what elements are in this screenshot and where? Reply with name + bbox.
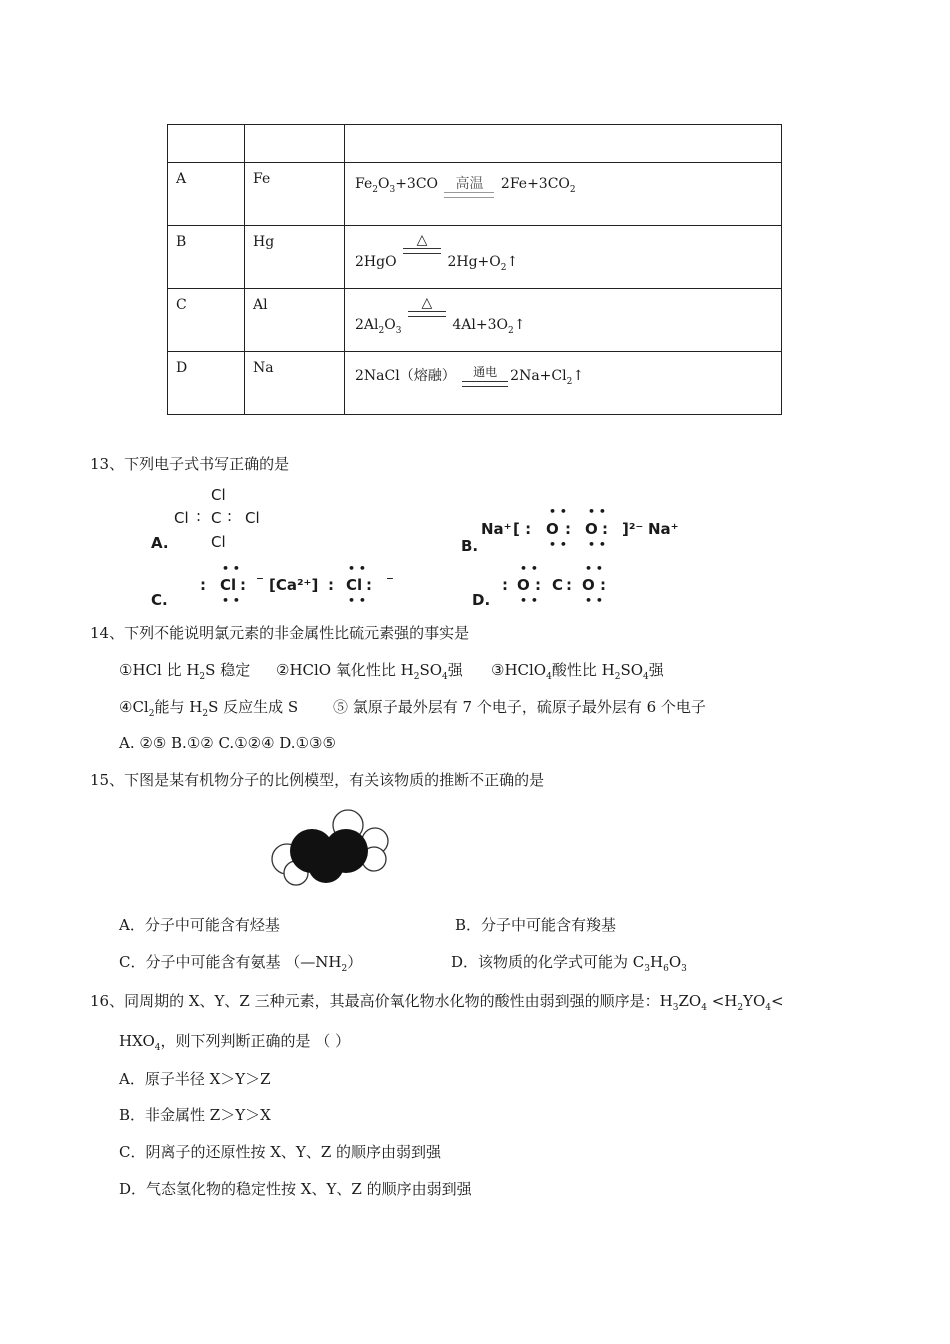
equation: 2NaCl（熔融） 通电 $2Na+Cl_2↑$ bbox=[355, 365, 585, 387]
reaction-table bbox=[167, 124, 782, 415]
option-cell: C bbox=[168, 289, 245, 352]
equation-cell bbox=[345, 352, 782, 415]
table-row bbox=[168, 163, 782, 226]
question-14-choices: A. ②⑤ B.①② C.①②④ D.①③⑤ bbox=[119, 734, 336, 752]
metal-cell: Al bbox=[245, 289, 345, 352]
option-cell: D bbox=[168, 352, 245, 415]
statement-5: ⑤ 氯原子最外层有 7 个电子，硫原子最外层有 6 个电子 bbox=[333, 698, 706, 716]
option-a: A．分子中可能含有烃基 bbox=[119, 916, 280, 934]
option-cell: A bbox=[168, 163, 245, 226]
equation: $Fe_2O_3+3CO$ 高温 $2Fe+3CO_2$ bbox=[355, 175, 576, 195]
option-cell: B bbox=[168, 226, 245, 289]
option-b: B．分子中可能含有羧基 bbox=[455, 916, 617, 934]
option-d: D．气态氢化物的稳定性按 X、Y、Z 的顺序由弱到强 bbox=[119, 1180, 472, 1198]
reaction-condition: △ bbox=[403, 254, 441, 268]
question-15-stem: 15、下图是某有机物分子的比例模型，有关该物质的推断不正确的是 bbox=[90, 771, 545, 789]
option-c-label: C. bbox=[151, 591, 168, 609]
equation: $2Al_2O_3$ △ $4Al+3O_2↑$ bbox=[355, 295, 526, 336]
molecule-model-image bbox=[268, 807, 393, 889]
option-d-label: D. bbox=[472, 591, 491, 609]
table-row bbox=[168, 226, 782, 289]
table-header-row bbox=[168, 125, 782, 163]
equation-cell bbox=[345, 289, 782, 352]
question-16-stem-cont: $HXO_4$，则下列判断正确的是 （ ） bbox=[119, 1032, 351, 1053]
table-row bbox=[168, 289, 782, 352]
option-a-label: A. bbox=[151, 534, 169, 552]
page: A Fe $Fe_2O_3+3CO$ 高温 $2Fe+3CO_2$ B Hg 2HgO △ $2Hg+O_2↑$ C Al $2Al_2O_3$ △ $4Al+3O_2↑$ D Na 2NaCl（熔融） 通电 $2Na+Cl_2↑$ 13、下列电子式书写正确的是 Cl Cl C : : Cl Cl A. Na⁺ [ : O : O : ]²⁻ Na⁺ • • • • • • • • B. : Cl : ⁻ [Ca²⁺] : Cl : ⁻ • • • • • • • • C. : O : C : O : • • • • • • • • D. 14、下列不能说明氯元素的非金属性比硫元素强的事实是 ①HCl 比 $H_2S$ 稳定 ②HClO 氧化性比 $H_2SO_4$强 ③HClO$_4$酸性比 $H_2SO_4$强 $④Cl_2$能与 $H_2S$ 反应生成 S ⑤ 氯原子最外层有 7 个电子，硫原子最外层有 6 个电子 A. ②⑤ B.①② C.①②④ D.①③⑤ 15、下图是某有机物分子的比例模型，有关该物质的推断不正确的是 A．分子中可能含有烃基 B．分子中可能含有羧基 C．分子中可能含有氨基 $(—NH_2)$ D．该物质的化学式可能为 $C_3H_6O_3$ 16、同周期的 X、Y、Z 三种元素，其最高价氧化物水化物的酸性由弱到强的顺序是：$H_3ZO_4 <H_2YO_4<$ $HXO_4$，则下列判断正确的是 （ ） A．原子半径 X＞Y＞Z B．非金属性 Z＞Y＞X C．阴离子的还原性按 X、Y、Z 的顺序由弱到强 D．气态氢化物的稳定性按 X、Y、Z 的顺序由弱到强 bbox=[0, 0, 950, 1344]
reaction-condition: △ bbox=[408, 317, 446, 331]
equation-cell bbox=[345, 226, 782, 289]
equation-cell bbox=[345, 163, 782, 226]
statement-1: ①HCl 比 $H_2S$ 稳定 bbox=[119, 661, 251, 682]
option-d: D．该物质的化学式可能为 $C_3H_6O_3$ bbox=[451, 953, 687, 974]
metal-cell: Na bbox=[245, 352, 345, 415]
statement-3: ③HClO$_4$酸性比 $H_2SO_4$强 bbox=[491, 661, 664, 682]
question-13-stem: 13、下列电子式书写正确的是 bbox=[90, 455, 290, 473]
option-c: C．分子中可能含有氨基 $(—NH_2)$ bbox=[119, 953, 363, 974]
option-b: B．非金属性 Z＞Y＞X bbox=[119, 1106, 271, 1124]
metal-cell: Fe bbox=[245, 163, 345, 226]
metal-cell: Hg bbox=[245, 226, 345, 289]
reaction-condition: 高温 bbox=[444, 175, 494, 193]
question-16-stem: 16、同周期的 X、Y、Z 三种元素，其最高价氧化物水化物的酸性由弱到强的顺序是：$H_3ZO_4 <H_2YO_4<$ bbox=[90, 992, 784, 1013]
table-row bbox=[168, 352, 782, 415]
statement-2: ②HClO 氧化性比 $H_2SO_4$强 bbox=[276, 661, 463, 682]
equation: 2HgO △ $2Hg+O_2↑$ bbox=[355, 232, 519, 273]
option-b-label: B. bbox=[461, 537, 479, 555]
statement-4: $④Cl_2$能与 $H_2S$ 反应生成 S bbox=[119, 698, 299, 719]
question-14-stem: 14、下列不能说明氯元素的非金属性比硫元素强的事实是 bbox=[90, 624, 470, 642]
option-a: A．原子半径 X＞Y＞Z bbox=[119, 1070, 271, 1088]
option-c: C．阴离子的还原性按 X、Y、Z 的顺序由弱到强 bbox=[119, 1143, 442, 1161]
carbon-atom bbox=[308, 847, 344, 883]
reaction-condition: 通电 bbox=[462, 367, 508, 385]
